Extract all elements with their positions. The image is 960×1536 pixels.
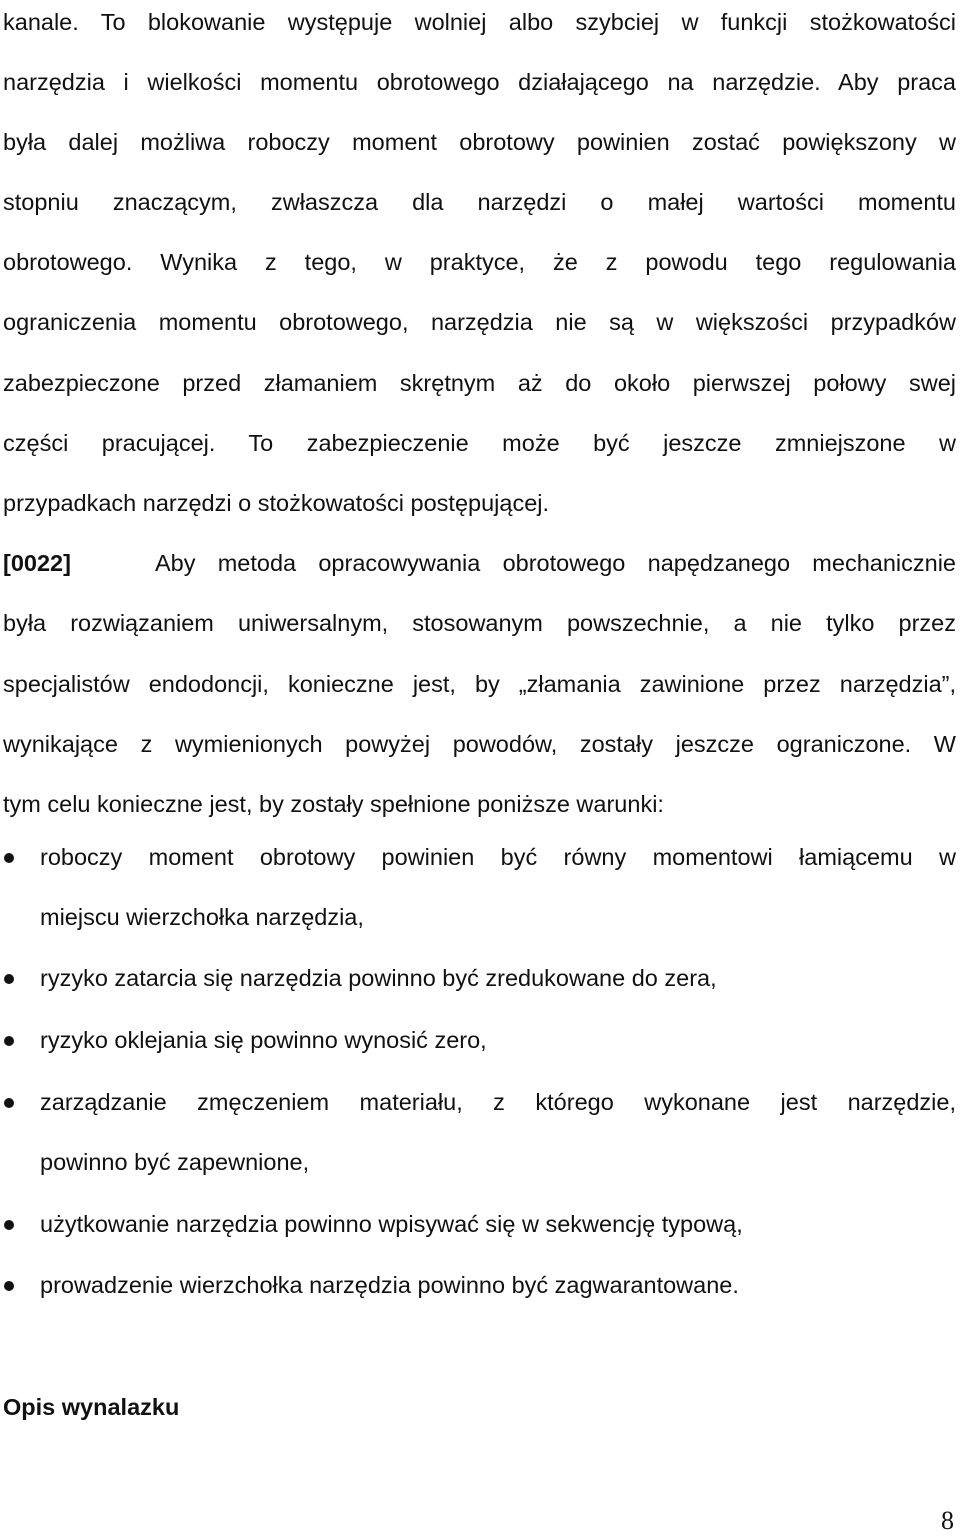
bullet-icon bbox=[4, 853, 14, 863]
page-number: 8 bbox=[941, 1506, 954, 1535]
text-line: narzędzia i wielkości momentu obrotowego działającego na narzędzie. Aby praca bbox=[3, 69, 956, 95]
bullet-icon bbox=[4, 1098, 14, 1108]
text-line: tym celu konieczne jest, by zostały spełnione poniższe warunki: bbox=[3, 791, 664, 817]
text-line: części pracującej. To zabezpieczenie może być jeszcze zmniejszone w bbox=[3, 430, 956, 456]
text-line: ograniczenia momentu obrotowego, narzędzia nie są w większości przypadków bbox=[3, 309, 956, 335]
list-item-text: miejscu wierzchołka narzędzia, bbox=[40, 904, 364, 930]
text-line: wynikające z wymienionych powyżej powodów, zostały jeszcze ograniczone. W bbox=[3, 731, 956, 757]
text-line: Aby metoda opracowywania obrotowego napędzanego mechanicznie bbox=[155, 550, 956, 576]
text-line: zabezpieczone przed złamaniem skrętnym aż do około pierwszej połowy swej bbox=[3, 370, 956, 396]
list-item-text: ryzyko zatarcia się narzędzia powinno być zredukowane do zera, bbox=[40, 965, 717, 991]
list-item-text: zarządzanie zmęczeniem materiału, z którego wykonane jest narzędzie, bbox=[40, 1089, 956, 1115]
section-heading: Opis wynalazku bbox=[3, 1394, 180, 1420]
text-line: kanale. To blokowanie występuje wolniej albo szybciej w funkcji stożkowatości bbox=[3, 9, 956, 35]
paragraph-number: [0022] bbox=[3, 550, 71, 576]
text-line: obrotowego. Wynika z tego, w praktyce, że z powodu tego regulowania bbox=[3, 249, 956, 275]
bullet-icon bbox=[4, 1281, 14, 1291]
list-item-text: ryzyko oklejania się powinno wynosić zero, bbox=[40, 1027, 487, 1053]
list-item-text: użytkowanie narzędzia powinno wpisywać się w sekwencję typową, bbox=[40, 1211, 743, 1237]
bullet-icon bbox=[4, 1220, 14, 1230]
text-line: przypadkach narzędzi o stożkowatości postępującej. bbox=[3, 490, 550, 516]
list-item-text: prowadzenie wierzchołka narzędzia powinno być zagwarantowane. bbox=[40, 1272, 739, 1298]
text-line: stopniu znaczącym, zwłaszcza dla narzędzi o małej wartości momentu bbox=[3, 189, 956, 215]
list-item-text: roboczy moment obrotowy powinien być równy momentowi łamiącemu w bbox=[40, 844, 956, 870]
text-line: była dalej możliwa roboczy moment obrotowy powinien zostać powiększony w bbox=[3, 129, 956, 155]
bullet-icon bbox=[4, 974, 14, 984]
bullet-icon bbox=[4, 1036, 14, 1046]
list-item-text: powinno być zapewnione, bbox=[40, 1149, 310, 1175]
text-line: specjalistów endodoncji, konieczne jest, by „złamania zawinione przez narzędzia”, bbox=[3, 671, 956, 697]
text-line: była rozwiązaniem uniwersalnym, stosowanym powszechnie, a nie tylko przez bbox=[3, 610, 956, 636]
